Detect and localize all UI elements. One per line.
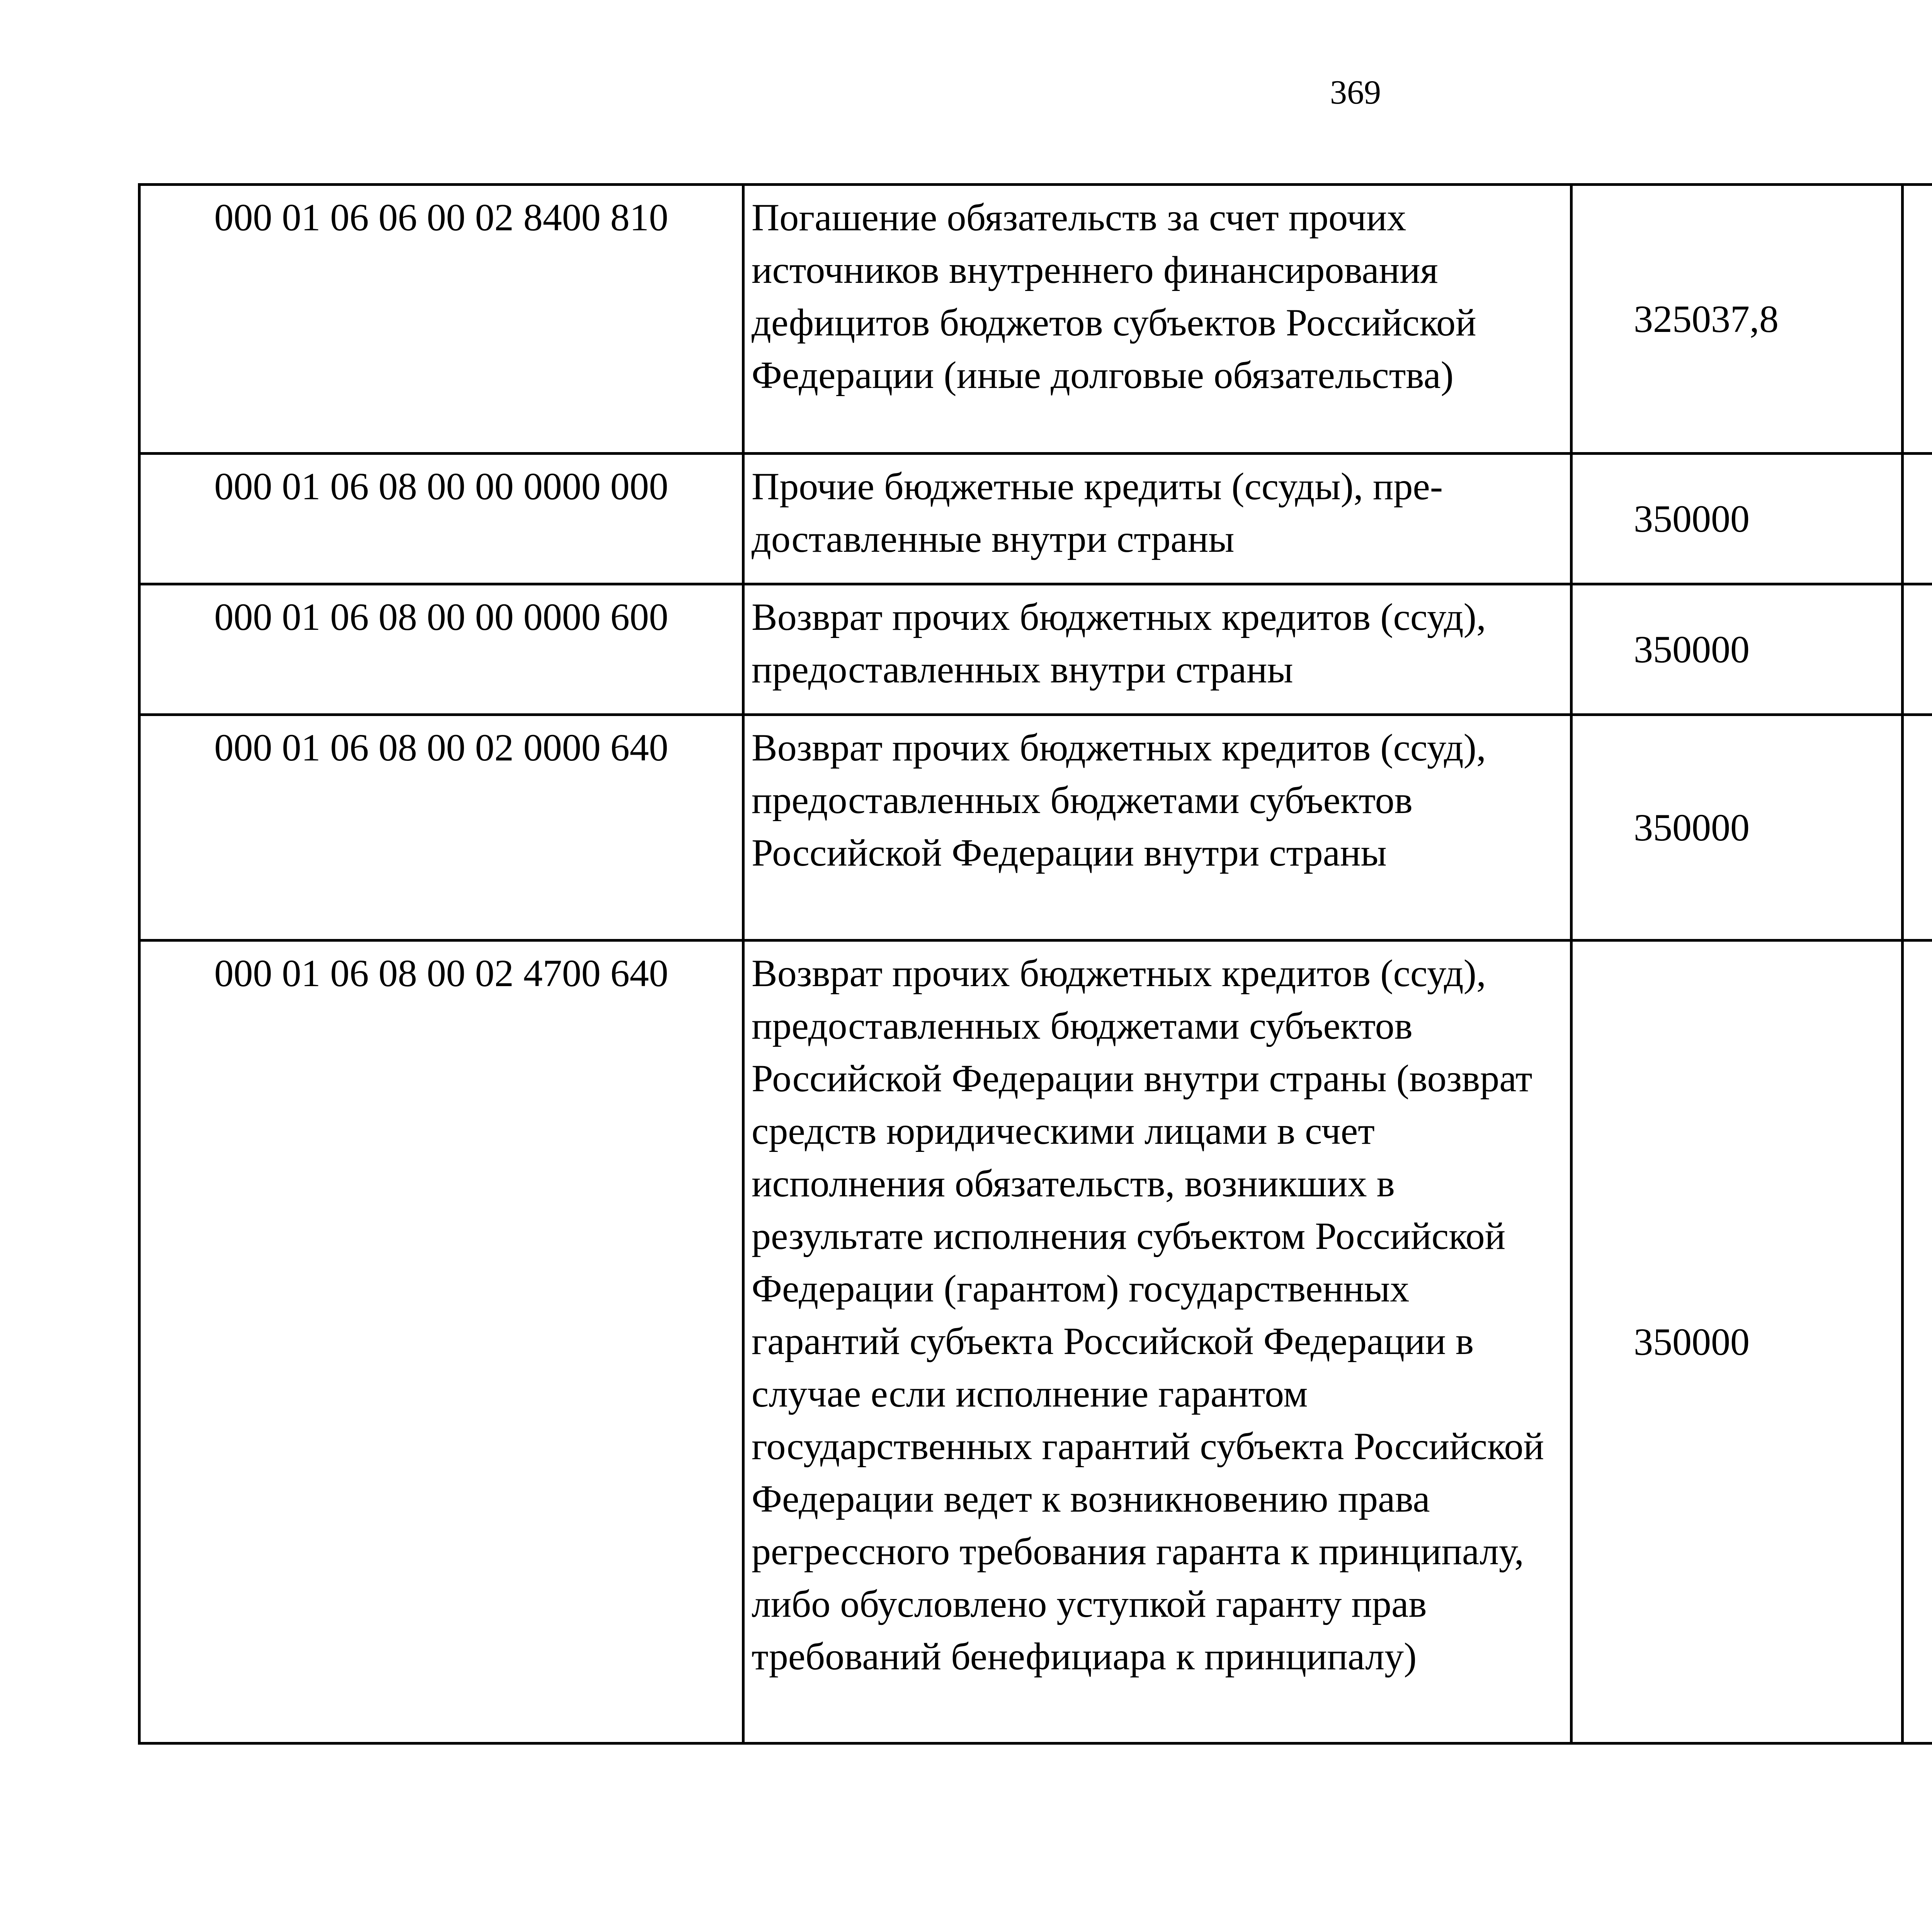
page-number: 369 bbox=[1330, 74, 1381, 111]
description-cell: Погашение обязательств за счет прочих источников внутреннего финансирования дефицитов бюджетов субъектов Российской Федерации (иные долговые обязательства) bbox=[743, 185, 1571, 454]
budget-sources-table bbox=[138, 183, 1932, 1745]
table-row bbox=[139, 715, 1932, 941]
budget-code-cell: 000 01 06 06 00 02 8400 810 bbox=[139, 185, 743, 454]
amount-cell-year-1: 350000 bbox=[1571, 715, 1903, 941]
description-cell: Возврат прочих бюджетных кредитов (ссуд), предоставленных бюджетами субъектов Российской Федерации внутри страны (возврат средств юридическими лицами в счет исполнения обязательств, возникших в результате исполнения субъектом Российской Федерации (гарантом) государственных гарантий субъекта Российской Федерации в случае если исполнение гарантом государственных гарантий субъекта Российской Федерации ведет к возникновению права регрессного требования гаранта к принципалу, либо обусловлено уступкой гаранту прав требований бенефициара к принципалу) bbox=[743, 941, 1571, 1744]
description-cell: Возврат прочих бюджетных кредитов (ссуд), предоставленных бюджетами субъектов Российской Федерации внутри страны bbox=[743, 715, 1571, 941]
table-row bbox=[139, 454, 1932, 584]
amount-cell-year-2 bbox=[1903, 185, 1932, 454]
table-row bbox=[139, 941, 1932, 1744]
table-row bbox=[139, 185, 1932, 454]
amount-cell-year-1: 350000 bbox=[1571, 584, 1903, 715]
budget-code-cell: 000 01 06 08 00 00 0000 600 bbox=[139, 584, 743, 715]
budget-code-cell: 000 01 06 08 00 02 0000 640 bbox=[139, 715, 743, 941]
amount-cell-year-1: 325037,8 bbox=[1571, 185, 1903, 454]
amount-cell-year-1: 350000 bbox=[1571, 454, 1903, 584]
amount-cell-year-2 bbox=[1903, 941, 1932, 1744]
amount-cell-year-2 bbox=[1903, 715, 1932, 941]
amount-cell-year-2 bbox=[1903, 454, 1932, 584]
amount-cell-year-1: 350000 bbox=[1571, 941, 1903, 1744]
budget-code-cell: 000 01 06 08 00 02 4700 640 bbox=[139, 941, 743, 1744]
description-cell: Прочие бюджетные кредиты (ссуды), пре-доставленные внутри страны bbox=[743, 454, 1571, 584]
description-cell: Возврат прочих бюджетных кредитов (ссуд), предоставленных внутри страны bbox=[743, 584, 1571, 715]
budget-code-cell: 000 01 06 08 00 00 0000 000 bbox=[139, 454, 743, 584]
table-row bbox=[139, 584, 1932, 715]
amount-cell-year-2 bbox=[1903, 584, 1932, 715]
